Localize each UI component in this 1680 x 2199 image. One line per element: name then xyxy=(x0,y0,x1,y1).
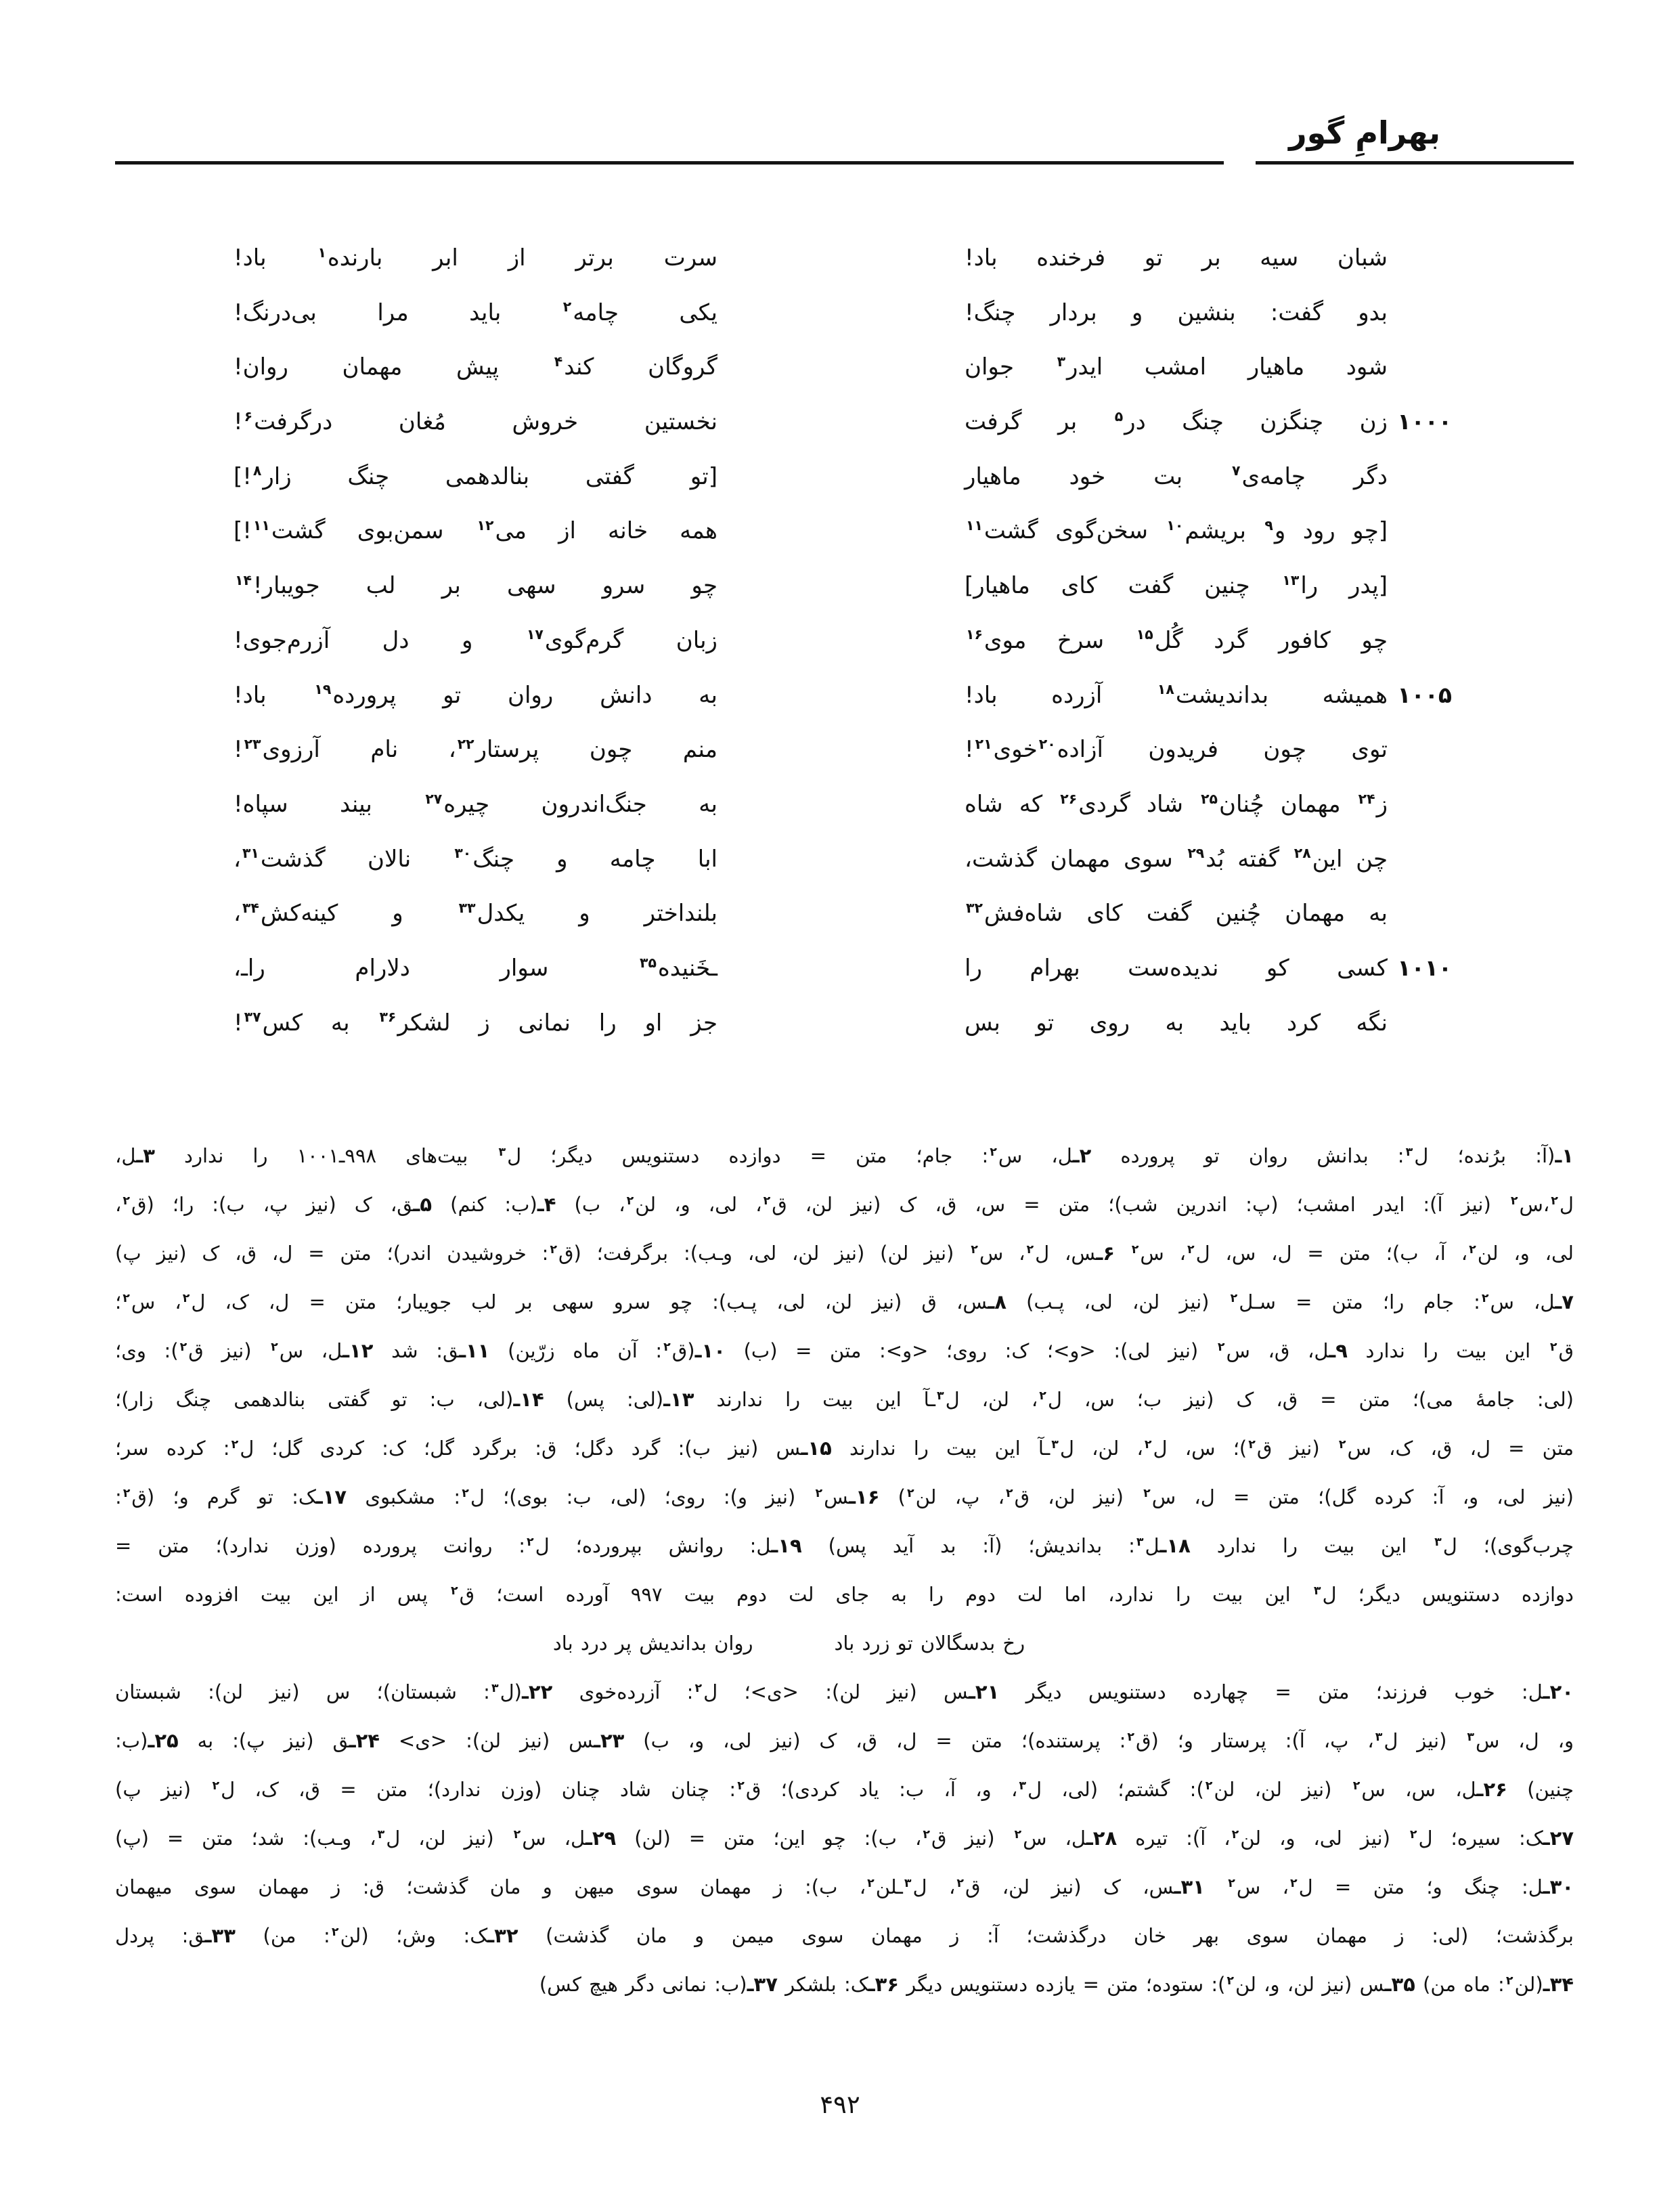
apparatus-line: ۱ـ(آ: برُنده؛ ل$^۳$: بدانش روان تو پرورده ۲ـل، س$^۲$: جام؛ متن = دوازده دستنویس دیگر؛ ل$^۳$ بیت‌های ۹۹۸ـ۱۰۰۱ را ندارد ۳ـل، xyxy=(115,1144,1574,1168)
hemistich-right: کسی کو ندیده‌ست بهرام را xyxy=(965,954,1388,982)
hemistich-left: چو سرو سهی بر لب جویبار!$^{۱۴}$ xyxy=(235,571,717,600)
apparatus-line: (نیز لی، و، آ: کرده گل)؛ متن = ل، س$^۲$ (نیز لن، ق$^۲$، پ، لن$^۲$) ۱۶ـس$^۲$ (نیز و): روی؛ (لی، ب: بوی)؛ ل$^۲$: مشکبوی ۱۷ـک: تو گرم و؛ (ق$^۲$: xyxy=(115,1485,1574,1509)
hemistich-right: زن چنگزن چنگ در$^۵$ بر گرفت xyxy=(965,408,1388,436)
page-number: ۴۹۲ xyxy=(820,2090,860,2119)
apparatus-line: ۲۰ـل: خوب فرزند؛ متن = چهارده دستنویس دیگر ۲۱ـس (نیز لن): <ی>؛ ل$^۲$: آزرده‌خوی ۲۲ـ(ل$^۳$: شبستان)؛ س (نیز لن): شبستان xyxy=(115,1680,1574,1704)
hemistich-left: سرت برتر از ابر بارنده$^۱$ باد! xyxy=(234,244,717,271)
apparatus-line: ۳۴ـ(لن$^۲$: ماه من) ۳۵ـس (نیز لن، و، لن$^۲$): ستوده؛ متن = یازده دستنویس دیگر ۳۶ـک: بلشکر ۳۷ـ(ب: نمانی دگر هیچ کس) xyxy=(539,1973,1574,1997)
verse-row xyxy=(234,627,1452,682)
apparatus-line: برگذشت؛ (لی: ز مهمان سوی بهر خان درگذشت؛ آ: ز مهمان سوی میمن و مان گذشت) ۳۲ـک: وش؛ (لن$^۲$: من) ۳۳ـق: پردل xyxy=(115,1924,1574,1948)
verse-row xyxy=(234,353,1452,408)
hemistich-left: ـخَنیده$^{۳۵}$ سوار دلارام راـ، xyxy=(234,954,717,982)
verse-row xyxy=(234,736,1452,791)
verse-row xyxy=(234,299,1452,354)
header-rule-right-segment xyxy=(1256,161,1574,165)
poem-block xyxy=(115,244,1574,1064)
hemistich-left: بلنداختر و یکدل$^{۳۳}$ و کینه‌کش$^{۳۴}$، xyxy=(234,899,717,928)
apparatus-line: دوازده دستنویس دیگر؛ ل$^۳$ این بیت را ندارد، اما لت دوم را به جای لت دوم بیت ۹۹۷ آورده است؛ ق$^۲$ پس از این بیت افزوده است: xyxy=(115,1583,1574,1607)
hemistich-right: نگه کرد باید به روی تو بس xyxy=(965,1009,1388,1037)
quoted-hemistich-right: رخ بدسگالان تو زرد باد xyxy=(834,1632,1025,1655)
apparatus-line: ۷ـل، س$^۲$: جام را؛ متن = سـل$^۲$ (نیز لن، لی، پـب) ۸ـس، ق (نیز لن، لی، پـب): چو سرو سهی بر لب جویبار؛ متن = ل، ک، ل$^۲$، س$^۲$؛ xyxy=(115,1290,1574,1314)
hemistich-right: شود ماهیار امشب ایدر$^۳$ جوان xyxy=(965,353,1388,381)
apparatus-line: متن = ل، ق، ک، س$^۲$ (نیز ق$^۲$)؛ س، ل$^۲$، لن، ل$^۳$ـآ این بیت را ندارند ۱۵ـس (نیز ب): گرد دگل؛ ق: برگرد گل؛ ک: کردی گل؛ ل$^۲$: کرده سر؛ xyxy=(115,1437,1574,1460)
hemistich-left: جز او را نمانی ز لشکر$^{۳۶}$ به کس$^{۳۷}$! xyxy=(234,1009,717,1037)
page-title: بهرامِ گور xyxy=(1289,114,1440,151)
verse-row xyxy=(234,408,1452,463)
verse-row xyxy=(234,900,1452,955)
header-rule xyxy=(115,161,1574,165)
apparatus-quoted-verse xyxy=(60,1619,1518,1668)
apparatus-line: و، ل، س$^۳$ (نیز ل$^۳$، پ، آ): پرستار و؛ (ق$^۲$: پرستنده)؛ متن = ل، ق، ک (نیز لی، و، ب) ۲۳ـس (نیز لن): <ی> ۲۴ـق (نیز پ): به ۲۵ـ(ب: xyxy=(115,1729,1574,1753)
verse-row xyxy=(234,463,1452,518)
hemistich-right: همیشه بداندیشت$^{۱۸}$ آزرده باد! xyxy=(965,681,1388,709)
verse-number: ۱۰۰۵ xyxy=(1397,681,1452,708)
hemistich-right: [پدر را$^{۱۳}$ چنین گفت کای ماهیار] xyxy=(965,571,1388,600)
quoted-hemistich-left: روان بداندیش پر درد باد xyxy=(552,1632,753,1655)
hemistich-right: بدو گفت: بنشین و بردار چنگ! xyxy=(965,299,1388,326)
hemistich-left: منم چون پرستار$^{۲۲}$، نام آرزوی$^{۲۳}$! xyxy=(234,735,717,764)
apparatus-line: ۳۰ـل: چنگ و؛ متن = ل$^۲$، س$^۲$ ۳۱ـس، ک (نیز لن، ق$^۲$، ل$^۳$ـلن$^۲$، ب): ز مهمان سوی میهن و مان گذشت؛ ق: ز مهمان سوی میهمان xyxy=(115,1875,1574,1899)
verse-row xyxy=(234,1009,1452,1064)
apparatus-line: (لی: جامهٔ می)؛ متن = ق، ک (نیز ب؛ س، ل$^۲$، لن، ل$^۳$ـآ این بیت را ندارند ۱۳ـ(لی: پس) ۱۴ـ(لی، ب: تو گفتی بنالدهمی چنگ زار)؛ xyxy=(115,1388,1574,1412)
hemistich-right: به مهمان چُنین گفت کای شاه‌فش$^{۳۲}$ xyxy=(966,899,1388,928)
verse-row xyxy=(234,517,1452,572)
hemistich-left: نخستین خروش مُغان درگرفت$^۶$! xyxy=(234,408,717,436)
apparatus-line: چرب‌گوی)؛ ل$^۳$ این بیت را ندارد ۱۸ـل$^۳$: بداندیش؛ (آ: بد آید پس) ۱۹ـل: روانش بپرورده؛ ل$^۲$: روانت پرورده (وزن ندارد)؛ متن = xyxy=(115,1534,1574,1558)
verse-row xyxy=(234,955,1452,1009)
verse-row xyxy=(234,846,1452,900)
verse-row xyxy=(234,682,1452,737)
critical-apparatus xyxy=(115,1131,1574,2009)
hemistich-right: دگر چامه‌ی$^۷$ بت خود ماهیار xyxy=(965,462,1388,490)
hemistich-left: ابا چامه و چنگ$^{۳۰}$ نالان گذشت$^{۳۱}$، xyxy=(234,845,717,873)
verse-row xyxy=(234,791,1452,846)
apparatus-line: ۲۷ـک: سیره؛ ل$^۲$ (نیز لی، و، لن$^۲$، آ): تیره ۲۸ـل، س$^۲$ (نیز ق$^۲$، ب): چو این؛ متن = (لن) ۲۹ـل، س$^۲$ (نیز لن، ل$^۳$، وـب): شد؛ متن = (پ) xyxy=(115,1827,1574,1850)
hemistich-left: زبان گرم‌گوی$^{۱۷}$ و دل آزرم‌جوی! xyxy=(234,626,717,654)
verse-row xyxy=(234,572,1452,627)
hemistich-left: به دانش روان تو پرورده$^{۱۹}$ باد! xyxy=(234,681,717,709)
verse-row xyxy=(234,244,1452,299)
hemistich-left: همه خانه از می$^{۱۲}$ سمن‌بوی گشت$^{۱۱}$!] xyxy=(234,517,717,545)
hemistich-right: شبان سیه بر تو فرخنده باد! xyxy=(965,244,1388,271)
hemistich-right: ز$^{۲۴}$ مهمان چُنان$^{۲۵}$ شاد گردی$^{۲۶}$ که شاه xyxy=(965,790,1388,818)
hemistich-right: چو کافور گرد گُل$^{۱۵}$ سرخ موی$^{۱۶}$ xyxy=(966,626,1388,654)
header-rule-left-segment xyxy=(115,161,1224,165)
hemistich-left: [تو گفتی بنالدهمی چنگ زار$^۸$!] xyxy=(234,462,717,490)
hemistich-left: گروگان کند$^۴$ پیش مهمان روان! xyxy=(234,353,717,381)
hemistich-left: یکی چامه$^۲$ باید مرا بی‌درنگ! xyxy=(234,299,718,326)
hemistich-right: [چو رود و$^۹$ بریشم$^{۱۰}$ سخن‌گوی گشت$^{۱۱}$ xyxy=(966,517,1388,545)
hemistich-right: چن این$^{۲۸}$ گفته بُد$^{۲۹}$ سوی مهمان گذشت، xyxy=(965,845,1388,873)
apparatus-line: لی، و، لن$^۲$، آ، ب)؛ متن = ل، س، ل$^۲$، س$^۲$ ۶ـس، ل$^۲$، س$^۲$ (نیز لن) (نیز لن، لی، وـب): برگرفت؛ (ق$^۲$: خروشیدن اندر)؛ متن = ل، ق، ک (نیز پ) xyxy=(115,1242,1574,1265)
verse-number: ۱۰۰۰ xyxy=(1397,408,1452,435)
apparatus-line: ق$^۲$ این بیت را ندارد ۹ـل، ق، س$^۲$ (نیز لی): <و>؛ ک: روی؛ <و>: متن = (ب) ۱۰ـ(ق$^۲$: آن ماه زرّین) ۱۱ـق: شد ۱۲ـل، س$^۲$ (نیز ق$^۲$): وی؛ xyxy=(115,1339,1574,1363)
page-header xyxy=(115,114,1574,165)
apparatus-line: ل$^۲$،س$^۲$ (نیز آ): ایدر امشب؛ (پ: اندرین شب)؛ متن = س، ق، ک (نیز لن، ق$^۲$، لی، و، لن$^۲$، ب) ۴ـ(ب: کنم) ۵ـق، ک (نیز پ، ب): را؛ (ق$^۲$، xyxy=(115,1193,1574,1217)
hemistich-left: به جنگ‌اندرون چیره$^{۲۷}$ بیند سپاه! xyxy=(234,790,717,818)
apparatus-line: چنین) ۲۶ـل، س، س$^۲$ (نیز لن، لن$^۲$): گشتم؛ (لی، ل$^۳$، و، آ، ب: یاد کردی)؛ ق$^۲$: چنان شاد چنان (وزن ندارد)؛ متن = ق، ک، ل$^۲$ (نیز پ) xyxy=(115,1778,1574,1802)
verse-number: ۱۰۱۰ xyxy=(1397,954,1452,981)
hemistich-right: توی چون فریدون آزاده$^{۲۰}$خوی$^{۲۱}$! xyxy=(965,735,1388,764)
